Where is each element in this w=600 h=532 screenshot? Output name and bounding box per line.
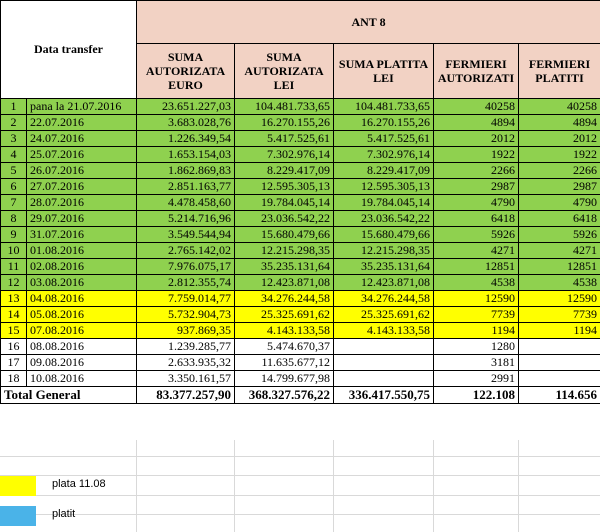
row-suma-platita[interactable]: 5.417.525,61 xyxy=(334,131,434,147)
row-fermieri-autorizati[interactable]: 1280 xyxy=(434,339,519,355)
row-suma-euro[interactable]: 7.759.014,77 xyxy=(137,291,235,307)
row-index[interactable]: 7 xyxy=(1,195,27,211)
header-suma-platita-lei[interactable]: SUMA PLATITA LEI xyxy=(334,44,434,99)
row-index[interactable]: 8 xyxy=(1,211,27,227)
row-fermieri-platiti[interactable]: 1194 xyxy=(519,323,600,339)
row-suma-lei[interactable]: 8.229.417,09 xyxy=(235,163,334,179)
row-date[interactable]: 01.08.2016 xyxy=(27,243,137,259)
row-fermieri-platiti[interactable]: 2987 xyxy=(519,179,600,195)
table-row xyxy=(1,243,600,259)
row-fermieri-platiti[interactable]: 4894 xyxy=(519,115,600,131)
row-suma-euro[interactable]: 2.633.935,32 xyxy=(137,355,235,371)
row-suma-platita[interactable] xyxy=(334,339,434,355)
row-fermieri-autorizati[interactable]: 6418 xyxy=(434,211,519,227)
row-suma-platita[interactable] xyxy=(334,355,434,371)
row-index[interactable]: 2 xyxy=(1,115,27,131)
row-date[interactable]: 26.07.2016 xyxy=(27,163,137,179)
total-lei[interactable]: 368.327.576,22 xyxy=(235,387,334,404)
row-index[interactable]: 6 xyxy=(1,179,27,195)
row-suma-lei[interactable]: 11.635.677,12 xyxy=(235,355,334,371)
row-fermieri-platiti[interactable]: 12851 xyxy=(519,259,600,275)
row-date[interactable]: 03.08.2016 xyxy=(27,275,137,291)
row-index[interactable]: 11 xyxy=(1,259,27,275)
table-row xyxy=(1,211,600,227)
row-date[interactable]: 31.07.2016 xyxy=(27,227,137,243)
header-suma-autorizata-lei[interactable]: SUMA AUTORIZATA LEI xyxy=(235,44,334,99)
row-suma-euro[interactable]: 23.651.227,03 xyxy=(137,99,235,115)
row-suma-euro[interactable]: 2.812.355,74 xyxy=(137,275,235,291)
row-fermieri-autorizati[interactable]: 40258 xyxy=(434,99,519,115)
row-index[interactable]: 5 xyxy=(1,163,27,179)
row-suma-lei[interactable]: 16.270.155,26 xyxy=(235,115,334,131)
row-fermieri-platiti[interactable]: 6418 xyxy=(519,211,600,227)
row-suma-platita[interactable]: 12.423.871,08 xyxy=(334,275,434,291)
row-index[interactable]: 3 xyxy=(1,131,27,147)
row-fermieri-autorizati[interactable]: 1194 xyxy=(434,323,519,339)
row-fermieri-platiti[interactable]: 4538 xyxy=(519,275,600,291)
row-date[interactable]: 10.08.2016 xyxy=(27,371,137,387)
total-euro[interactable]: 83.377.257,90 xyxy=(137,387,235,404)
row-suma-euro[interactable]: 3.683.028,76 xyxy=(137,115,235,131)
row-fermieri-platiti[interactable]: 1922 xyxy=(519,147,600,163)
row-fermieri-autorizati[interactable]: 3181 xyxy=(434,355,519,371)
table-row xyxy=(1,259,600,275)
row-suma-euro[interactable]: 3.350.161,57 xyxy=(137,371,235,387)
header-ant8[interactable]: ANT 8 xyxy=(137,1,600,44)
table-row xyxy=(1,99,600,115)
table-row xyxy=(1,163,600,179)
row-index[interactable]: 16 xyxy=(1,339,27,355)
row-fermieri-autorizati[interactable]: 4538 xyxy=(434,275,519,291)
row-suma-platita[interactable]: 25.325.691,62 xyxy=(334,307,434,323)
row-fermieri-autorizati[interactable]: 5926 xyxy=(434,227,519,243)
row-fermieri-autorizati[interactable]: 7739 xyxy=(434,307,519,323)
row-fermieri-autorizati[interactable]: 1922 xyxy=(434,147,519,163)
row-index[interactable]: 9 xyxy=(1,227,27,243)
total-platita[interactable]: 336.417.550,75 xyxy=(334,387,434,404)
row-suma-platita[interactable]: 19.784.045,14 xyxy=(334,195,434,211)
row-suma-euro[interactable]: 3.549.544,94 xyxy=(137,227,235,243)
row-suma-lei[interactable]: 23.036.542,22 xyxy=(235,211,334,227)
total-autorizati[interactable]: 122.108 xyxy=(434,387,519,404)
row-fermieri-platiti[interactable]: 40258 xyxy=(519,99,600,115)
row-fermieri-platiti[interactable]: 4271 xyxy=(519,243,600,259)
row-suma-lei[interactable]: 4.143.133,58 xyxy=(235,323,334,339)
row-fermieri-platiti[interactable]: 7739 xyxy=(519,307,600,323)
row-suma-euro[interactable]: 5.732.904,73 xyxy=(137,307,235,323)
row-suma-lei[interactable]: 15.680.479,66 xyxy=(235,227,334,243)
header-suma-autorizata-euro[interactable]: SUMA AUTORIZATA EURO xyxy=(137,44,235,99)
table-row xyxy=(1,179,600,195)
legend-swatch-yellow[interactable] xyxy=(0,476,36,496)
row-date[interactable]: 09.08.2016 xyxy=(27,355,137,371)
row-date[interactable]: 27.07.2016 xyxy=(27,179,137,195)
row-suma-platita[interactable]: 4.143.133,58 xyxy=(334,323,434,339)
row-suma-euro[interactable]: 1.862.869,83 xyxy=(137,163,235,179)
row-suma-platita[interactable] xyxy=(334,371,434,387)
row-suma-lei[interactable]: 19.784.045,14 xyxy=(235,195,334,211)
table-row xyxy=(1,323,600,339)
row-fermieri-autorizati[interactable]: 12851 xyxy=(434,259,519,275)
row-fermieri-platiti[interactable] xyxy=(519,339,600,355)
row-fermieri-platiti[interactable]: 2266 xyxy=(519,163,600,179)
row-fermieri-platiti[interactable]: 4790 xyxy=(519,195,600,211)
row-suma-platita[interactable]: 23.036.542,22 xyxy=(334,211,434,227)
table-row xyxy=(1,355,600,371)
row-suma-lei[interactable]: 12.423.871,08 xyxy=(235,275,334,291)
row-date[interactable]: 08.08.2016 xyxy=(27,339,137,355)
grid-line xyxy=(0,456,600,457)
row-date[interactable]: 02.08.2016 xyxy=(27,259,137,275)
row-index[interactable]: 4 xyxy=(1,147,27,163)
row-fermieri-platiti[interactable] xyxy=(519,355,600,371)
row-date[interactable]: pana la 21.07.2016 xyxy=(27,99,137,115)
header-fermieri-autorizati[interactable]: FERMIERI AUTORIZATI xyxy=(434,44,519,99)
table-row xyxy=(1,131,600,147)
row-suma-lei[interactable]: 25.325.691,62 xyxy=(235,307,334,323)
row-fermieri-autorizati[interactable]: 2987 xyxy=(434,179,519,195)
row-date[interactable]: 04.08.2016 xyxy=(27,291,137,307)
row-index[interactable]: 17 xyxy=(1,355,27,371)
row-suma-lei[interactable]: 5.417.525,61 xyxy=(235,131,334,147)
row-suma-platita[interactable]: 35.235.131,64 xyxy=(334,259,434,275)
row-suma-lei[interactable]: 12.215.298,35 xyxy=(235,243,334,259)
row-suma-euro[interactable]: 2.851.163,77 xyxy=(137,179,235,195)
row-fermieri-platiti[interactable]: 12590 xyxy=(519,291,600,307)
row-index[interactable]: 15 xyxy=(1,323,27,339)
table-row xyxy=(1,291,600,307)
row-suma-euro[interactable]: 4.478.458,60 xyxy=(137,195,235,211)
row-index[interactable]: 1 xyxy=(1,99,27,115)
table-row xyxy=(1,147,600,163)
row-date[interactable]: 25.07.2016 xyxy=(27,147,137,163)
table-row xyxy=(1,195,600,211)
row-index[interactable]: 18 xyxy=(1,371,27,387)
row-date[interactable]: 22.07.2016 xyxy=(27,115,137,131)
row-suma-platita[interactable]: 12.215.298,35 xyxy=(334,243,434,259)
row-suma-platita[interactable]: 16.270.155,26 xyxy=(334,115,434,131)
row-fermieri-autorizati[interactable]: 2012 xyxy=(434,131,519,147)
row-suma-lei[interactable]: 7.302.976,14 xyxy=(235,147,334,163)
row-suma-lei[interactable]: 104.481.733,65 xyxy=(235,99,334,115)
row-suma-euro[interactable]: 1.239.285,77 xyxy=(137,339,235,355)
row-suma-lei[interactable]: 5.474.670,37 xyxy=(235,339,334,355)
legend-swatch-blue[interactable] xyxy=(0,506,36,526)
row-suma-euro[interactable]: 1.653.154,03 xyxy=(137,147,235,163)
table-row xyxy=(1,227,600,243)
row-fermieri-autorizati[interactable]: 4271 xyxy=(434,243,519,259)
legend-item-plata xyxy=(0,476,600,496)
row-suma-platita[interactable]: 8.229.417,09 xyxy=(334,163,434,179)
table-body xyxy=(1,99,600,387)
row-fermieri-platiti[interactable]: 2012 xyxy=(519,131,600,147)
row-suma-lei[interactable]: 35.235.131,64 xyxy=(235,259,334,275)
row-suma-euro[interactable]: 2.765.142,02 xyxy=(137,243,235,259)
legend-label-plata[interactable]: plata 11.08 xyxy=(52,478,106,490)
header-date-transfer[interactable]: Data transfer xyxy=(1,1,137,99)
row-suma-euro[interactable]: 5.214.716,96 xyxy=(137,211,235,227)
legend-item-platit xyxy=(0,506,600,526)
row-fermieri-platiti[interactable] xyxy=(519,371,600,387)
header-fermieri-platiti[interactable]: FERMIERI PLATITI xyxy=(519,44,600,99)
table-row xyxy=(1,371,600,387)
row-date[interactable]: 29.07.2016 xyxy=(27,211,137,227)
row-date[interactable]: 05.08.2016 xyxy=(27,307,137,323)
total-label[interactable]: Total General xyxy=(1,387,137,404)
row-date[interactable]: 28.07.2016 xyxy=(27,195,137,211)
row-index[interactable]: 10 xyxy=(1,243,27,259)
row-suma-platita[interactable]: 15.680.479,66 xyxy=(334,227,434,243)
row-fermieri-autorizati[interactable]: 2266 xyxy=(434,163,519,179)
table-row xyxy=(1,115,600,131)
row-suma-lei[interactable]: 14.799.677,98 xyxy=(235,371,334,387)
row-date[interactable]: 07.08.2016 xyxy=(27,323,137,339)
row-suma-euro[interactable]: 937.869,35 xyxy=(137,323,235,339)
row-fermieri-autorizati[interactable]: 4790 xyxy=(434,195,519,211)
row-index[interactable]: 13 xyxy=(1,291,27,307)
row-suma-platita[interactable]: 34.276.244,58 xyxy=(334,291,434,307)
row-suma-lei[interactable]: 34.276.244,58 xyxy=(235,291,334,307)
row-suma-platita[interactable]: 7.302.976,14 xyxy=(334,147,434,163)
total-platiti[interactable]: 114.656 xyxy=(519,387,600,404)
row-fermieri-autorizati[interactable]: 12590 xyxy=(434,291,519,307)
row-fermieri-autorizati[interactable]: 2991 xyxy=(434,371,519,387)
total-row xyxy=(1,387,600,404)
table-row xyxy=(1,307,600,323)
legend-label-platit[interactable]: platit xyxy=(52,508,76,520)
row-suma-euro[interactable]: 1.226.349,54 xyxy=(137,131,235,147)
row-suma-platita[interactable]: 104.481.733,65 xyxy=(334,99,434,115)
row-suma-euro[interactable]: 7.976.075,17 xyxy=(137,259,235,275)
row-fermieri-platiti[interactable]: 5926 xyxy=(519,227,600,243)
row-date[interactable]: 24.07.2016 xyxy=(27,131,137,147)
table-row xyxy=(1,339,600,355)
table-row xyxy=(1,275,600,291)
row-suma-lei[interactable]: 12.595.305,13 xyxy=(235,179,334,195)
row-index[interactable]: 14 xyxy=(1,307,27,323)
row-suma-platita[interactable]: 12.595.305,13 xyxy=(334,179,434,195)
row-fermieri-autorizati[interactable]: 4894 xyxy=(434,115,519,131)
row-index[interactable]: 12 xyxy=(1,275,27,291)
